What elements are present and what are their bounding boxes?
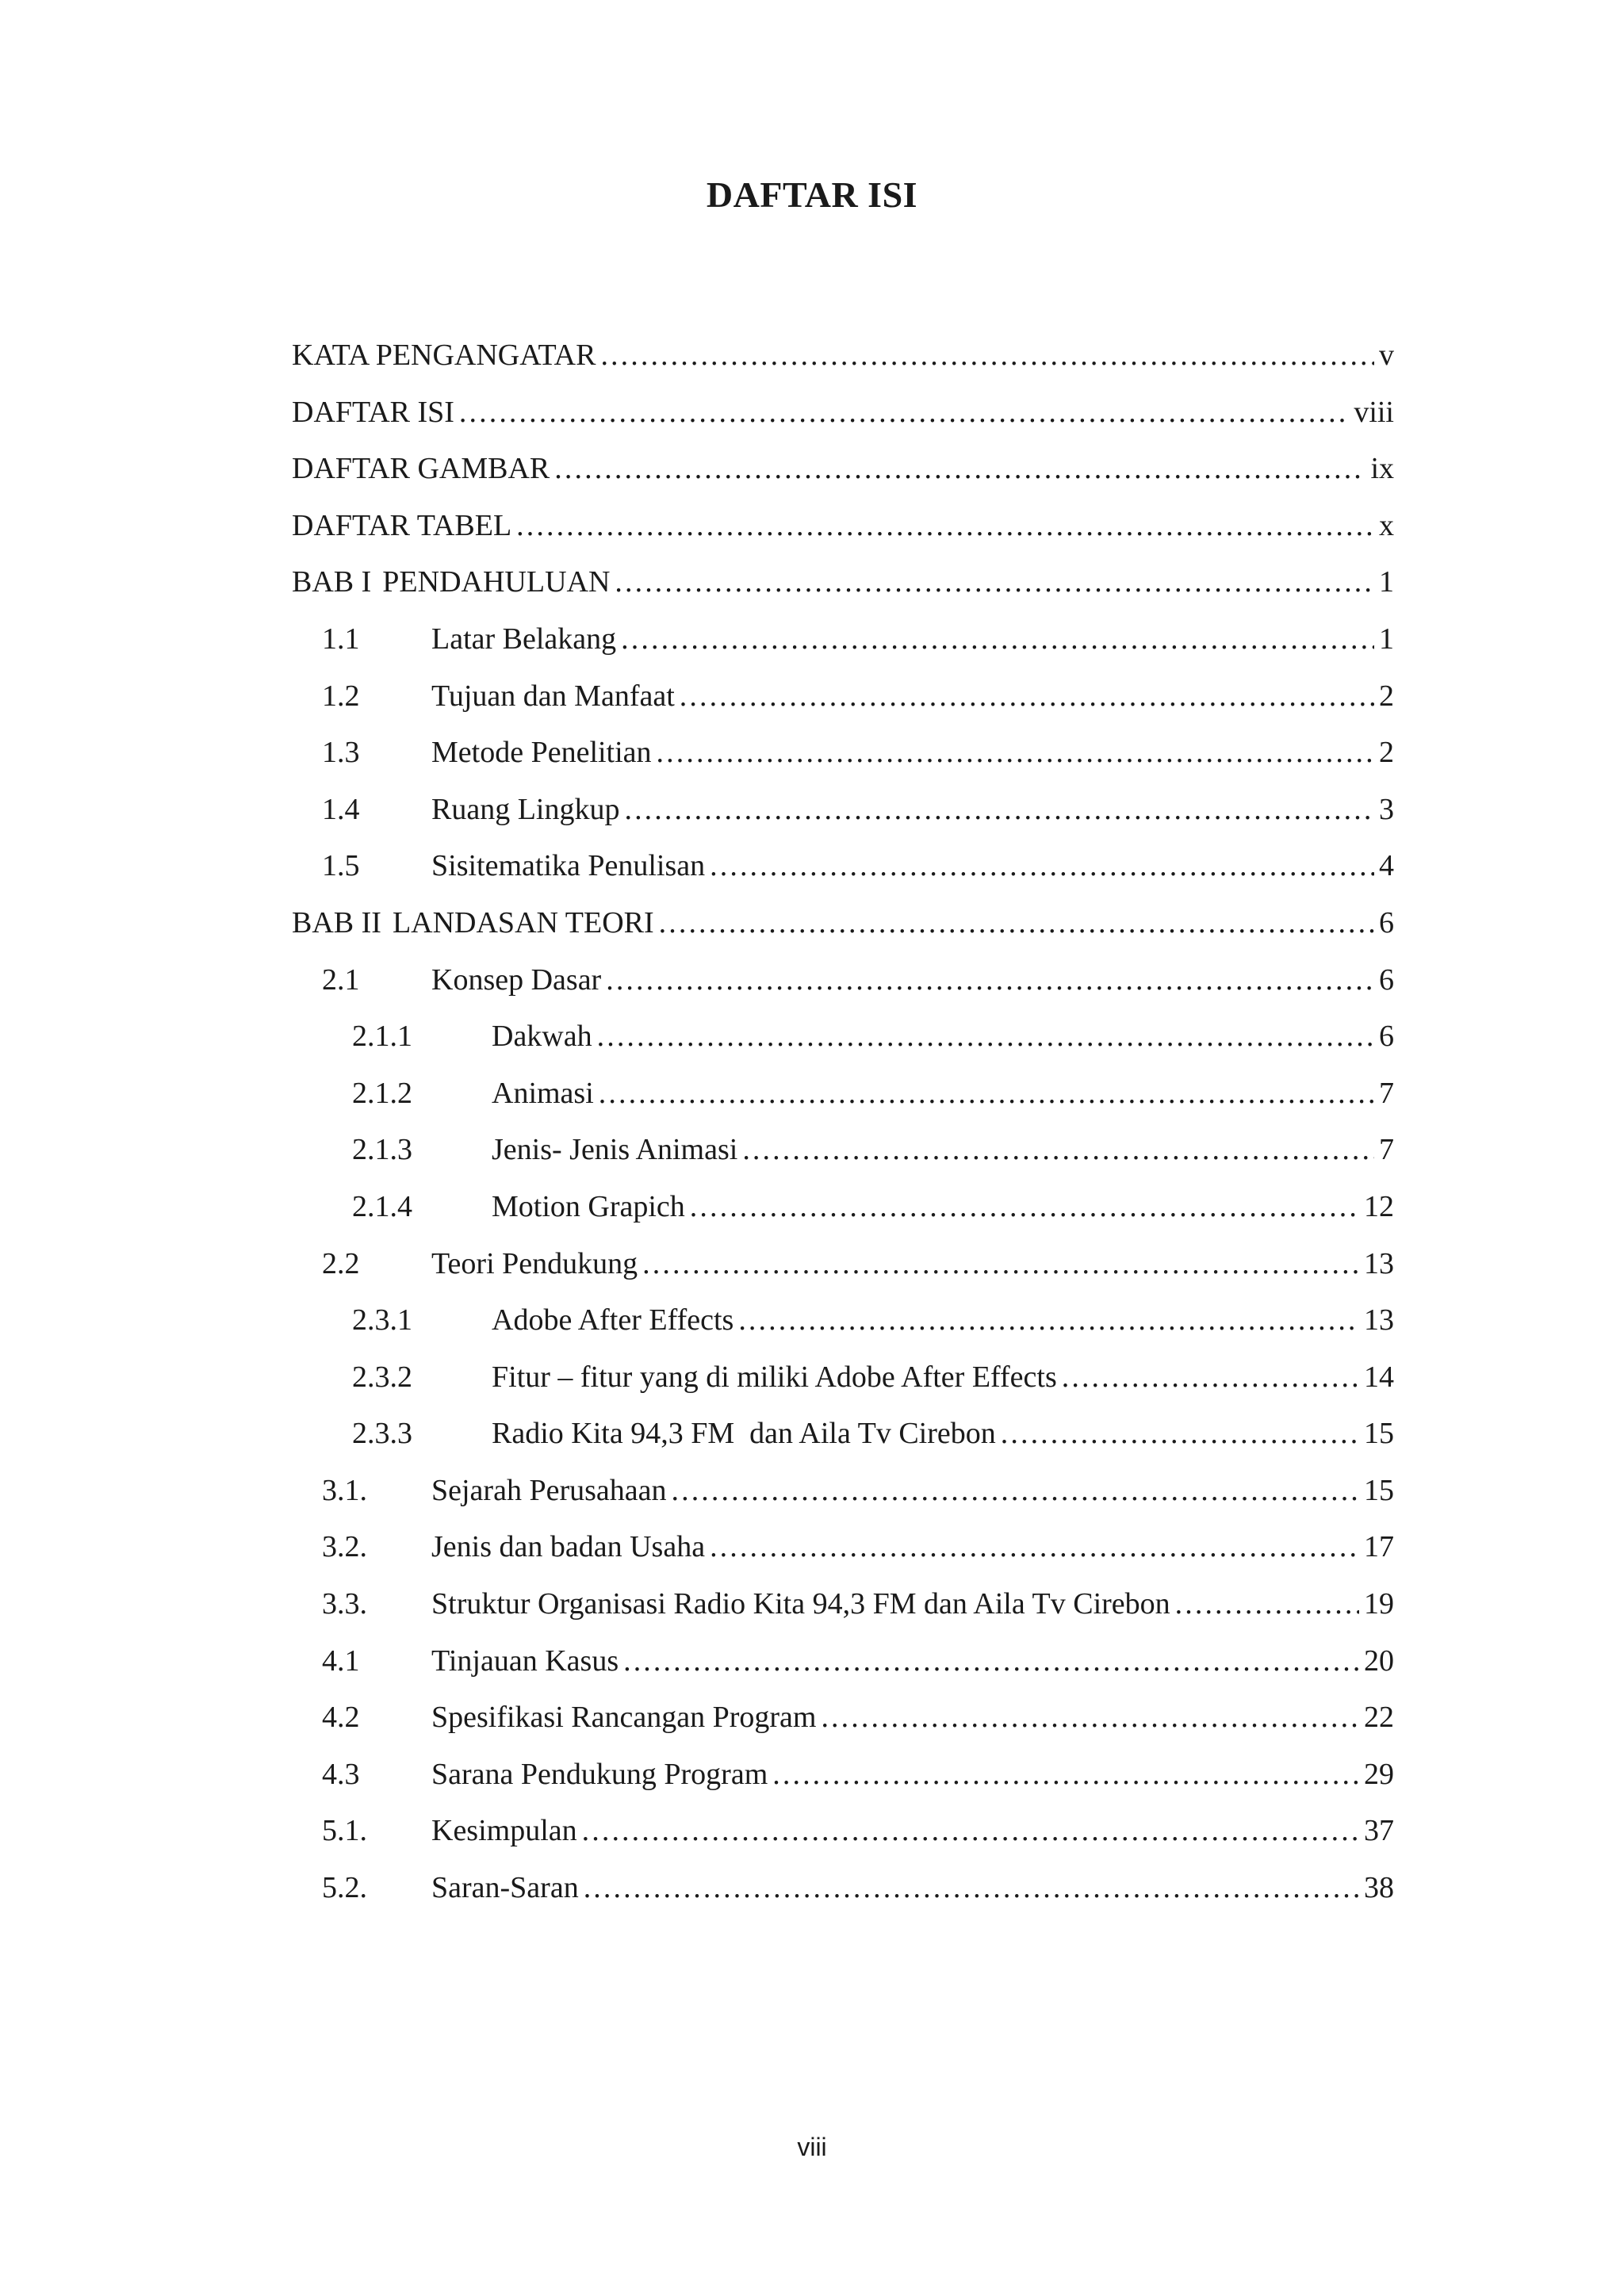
toc-entry-label: Sarana Pendukung Program	[431, 1757, 768, 1791]
toc-leader-dots	[554, 445, 1365, 492]
toc-entry-number: 2.1.3	[352, 1133, 412, 1167]
toc-entry[interactable]	[292, 1693, 1394, 1751]
toc-entry-label: DAFTAR ISI	[292, 395, 454, 429]
toc-entry[interactable]	[292, 558, 1394, 615]
toc-entry-page: 13	[1364, 1246, 1394, 1280]
toc-leader-dots	[606, 956, 1374, 1004]
toc-entry-number: 3.1.	[322, 1473, 367, 1507]
toc-entry[interactable]	[292, 1126, 1394, 1183]
toc-entry-number: 1.2	[322, 679, 360, 713]
toc-leader-dots	[680, 672, 1374, 720]
toc-entry-number: 2.3.1	[352, 1303, 412, 1337]
toc-entry-page: 15	[1364, 1417, 1394, 1451]
toc-entry-label: Sisitematika Penulisan	[431, 849, 706, 883]
toc-entry-label: Struktur Organisasi Radio Kita 94,3 FM dan Aila Tv Cirebon	[431, 1587, 1170, 1621]
toc-leader-dots	[623, 1637, 1359, 1685]
toc-leader-dots	[659, 899, 1374, 947]
toc-entry-page: 19	[1364, 1587, 1394, 1621]
toc-entry-page: 13	[1364, 1303, 1394, 1337]
toc-leader-dots	[597, 1012, 1374, 1060]
toc-entry-number: 3.3.	[322, 1587, 367, 1621]
toc-leader-dots	[1062, 1353, 1359, 1401]
toc-entry[interactable]	[292, 331, 1394, 388]
toc-entry[interactable]	[292, 1523, 1394, 1580]
toc-entry-number: BAB I	[292, 565, 372, 599]
toc-entry-page: 37	[1364, 1814, 1394, 1848]
toc-entry-label: Saran-Saran	[431, 1871, 579, 1905]
toc-entry[interactable]	[292, 729, 1394, 786]
toc-entry[interactable]	[292, 956, 1394, 1013]
toc-entry-number: 1.3	[322, 736, 360, 770]
toc-entry-label: Ruang Lingkup	[431, 792, 620, 826]
toc-entry-label: Spesifikasi Rancangan Program	[431, 1701, 817, 1735]
toc-entry-page: 1	[1379, 565, 1394, 599]
toc-entry-label: Jenis- Jenis Animasi	[492, 1133, 738, 1167]
toc-entry-page: 7	[1379, 1133, 1394, 1167]
toc-entry-label: Radio Kita 94,3 FM dan Aila Tv Cirebon	[492, 1417, 996, 1451]
toc-entry-label: DAFTAR GAMBAR	[292, 452, 550, 486]
toc-entry[interactable]	[292, 1751, 1394, 1808]
toc-entry[interactable]	[292, 445, 1394, 502]
toc-entry-page: 6	[1379, 962, 1394, 997]
toc-leader-dots	[459, 388, 1349, 436]
toc-entry-label: Konsep Dasar	[431, 962, 602, 997]
toc-leader-dots	[772, 1751, 1359, 1798]
toc-entry-number: 2.1	[322, 962, 360, 997]
toc-entry-page: 29	[1364, 1757, 1394, 1791]
toc-entry-number: 4.3	[322, 1757, 360, 1791]
toc-entry-page: ix	[1370, 452, 1394, 486]
toc-entry-label: Motion Grapich	[492, 1189, 685, 1223]
toc-entry[interactable]	[292, 615, 1394, 672]
toc-entry[interactable]	[292, 1864, 1394, 1921]
toc-entry-label: Animasi	[492, 1076, 594, 1110]
toc-leader-dots	[599, 1070, 1374, 1117]
toc-entry-page: 20	[1364, 1644, 1394, 1678]
toc-entry[interactable]	[292, 899, 1394, 956]
toc-entry-page: 14	[1364, 1360, 1394, 1394]
toc-leader-dots	[710, 1523, 1359, 1571]
toc-leader-dots	[516, 502, 1374, 549]
toc-leader-dots	[710, 842, 1374, 890]
toc-leader-dots	[821, 1693, 1359, 1741]
toc-entry-label: KATA PENGANGATAR	[292, 339, 596, 372]
toc-entry[interactable]	[292, 1637, 1394, 1694]
toc-entry-number: 2.2	[322, 1246, 360, 1280]
toc-leader-dots	[672, 1467, 1360, 1514]
toc-leader-dots	[657, 729, 1374, 776]
toc-entry[interactable]	[292, 388, 1394, 446]
toc-leader-dots	[615, 558, 1374, 606]
toc-leader-dots	[584, 1864, 1359, 1911]
toc-leader-dots	[742, 1126, 1374, 1173]
toc-entry[interactable]	[292, 1240, 1394, 1297]
toc-entry-label: Teori Pendukung	[431, 1246, 638, 1280]
toc-entry-label: LANDASAN TEORI	[392, 905, 654, 939]
toc-entry-label: Dakwah	[492, 1020, 592, 1054]
toc-leader-dots	[582, 1807, 1359, 1854]
toc-entry-page: 1	[1379, 622, 1394, 656]
toc-entry[interactable]	[292, 1353, 1394, 1410]
toc-entry-page: 12	[1364, 1189, 1394, 1223]
toc-entry-number: 5.2.	[322, 1871, 367, 1905]
toc-entry-label: Latar Belakang	[431, 622, 617, 656]
toc-entry-page: 3	[1379, 792, 1394, 826]
toc-leader-dots	[621, 615, 1374, 663]
toc-leader-dots	[738, 1296, 1359, 1344]
toc-entry-label: Jenis dan badan Usaha	[431, 1530, 706, 1564]
toc-entry[interactable]	[292, 1807, 1394, 1864]
table-of-contents	[292, 331, 1394, 1921]
toc-entry-number: 2.1.1	[352, 1020, 412, 1054]
toc-entry-page: 7	[1379, 1076, 1394, 1110]
toc-entry-page: 4	[1379, 849, 1394, 883]
toc-entry-number: 5.1.	[322, 1814, 367, 1848]
toc-entry-page: viii	[1354, 395, 1394, 429]
toc-entry-number: 1.4	[322, 792, 360, 826]
toc-entry-label: Fitur – fitur yang di miliki Adobe After Effects	[492, 1360, 1057, 1394]
toc-leader-dots	[642, 1240, 1359, 1288]
toc-leader-dots	[1001, 1410, 1359, 1457]
page-title: DAFTAR ISI	[706, 174, 918, 215]
toc-entry[interactable]	[292, 1410, 1394, 1467]
toc-entry[interactable]	[292, 672, 1394, 729]
toc-entry-page: 6	[1379, 1020, 1394, 1054]
toc-leader-dots	[600, 331, 1374, 379]
toc-leader-dots	[1175, 1580, 1359, 1628]
toc-entry-number: 4.1	[322, 1644, 360, 1678]
toc-entry-label: Kesimpulan	[431, 1814, 577, 1848]
toc-entry-label: DAFTAR TABEL	[292, 508, 512, 542]
toc-entry-label: Tinjauan Kasus	[431, 1644, 619, 1678]
toc-entry-page: 6	[1379, 905, 1394, 939]
toc-entry-page: x	[1379, 508, 1394, 542]
toc-entry[interactable]	[292, 502, 1394, 559]
toc-entry-label: Adobe After Effects	[492, 1303, 734, 1337]
toc-entry-number: 1.1	[322, 622, 360, 656]
toc-entry[interactable]	[292, 786, 1394, 843]
toc-entry[interactable]	[292, 1012, 1394, 1070]
toc-entry-label: Metode Penelitian	[431, 736, 652, 770]
toc-entry[interactable]	[292, 1580, 1394, 1637]
toc-entry-label: PENDAHULUAN	[382, 565, 611, 599]
toc-entry[interactable]	[292, 842, 1394, 899]
toc-entry-label: Sejarah Perusahaan	[431, 1473, 667, 1507]
toc-entry-number: 1.5	[322, 849, 360, 883]
toc-entry-label: Tujuan dan Manfaat	[431, 679, 675, 713]
toc-entry[interactable]	[292, 1296, 1394, 1353]
toc-entry-number: 2.1.4	[352, 1189, 412, 1223]
toc-entry-page: 22	[1364, 1701, 1394, 1735]
toc-entry-number: 2.3.2	[352, 1360, 412, 1394]
toc-entry-number: 2.1.2	[352, 1076, 412, 1110]
toc-entry-number: BAB II	[292, 905, 381, 939]
toc-entry-page: 2	[1379, 679, 1394, 713]
page-number: viii	[797, 2133, 827, 2161]
toc-entry[interactable]	[292, 1070, 1394, 1127]
toc-entry[interactable]	[292, 1183, 1394, 1240]
toc-entry-number: 4.2	[322, 1701, 360, 1735]
toc-entry-page: 2	[1379, 736, 1394, 770]
toc-entry[interactable]	[292, 1467, 1394, 1524]
toc-leader-dots	[624, 786, 1374, 833]
toc-entry-number: 3.2.	[322, 1530, 367, 1564]
toc-entry-number: 2.3.3	[352, 1417, 412, 1451]
toc-leader-dots	[690, 1183, 1359, 1230]
toc-entry-page: v	[1379, 339, 1394, 372]
toc-entry-page: 38	[1364, 1871, 1394, 1905]
toc-entry-page: 15	[1364, 1473, 1394, 1507]
toc-entry-page: 17	[1364, 1530, 1394, 1564]
